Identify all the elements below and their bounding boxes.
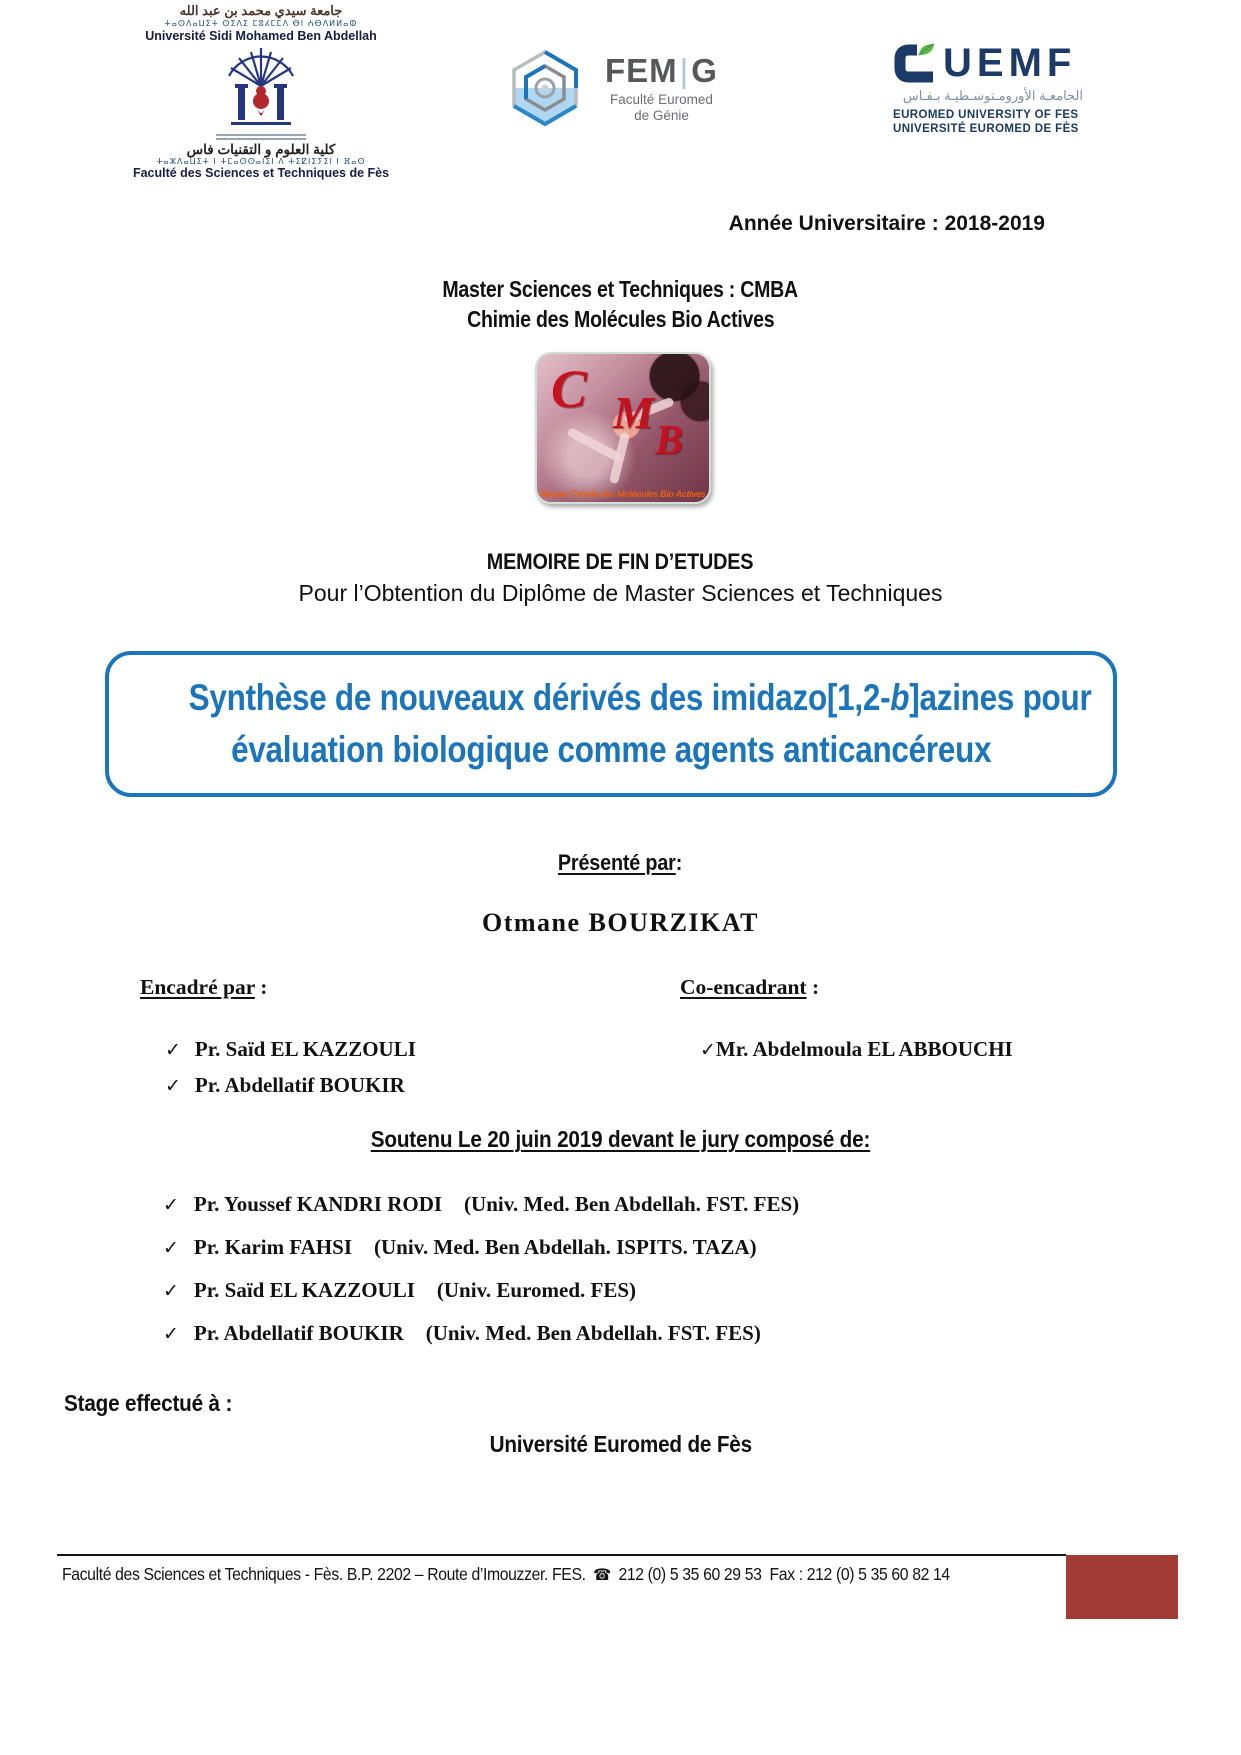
fst-faculty-french: Faculté des Sciences et Techniques de Fès	[132, 166, 390, 181]
internship-heading: Stage effectué à :	[64, 1390, 233, 1416]
check-icon: ✓	[165, 1039, 181, 1061]
jury-name: Pr. Youssef KANDRI RODI	[193, 1192, 443, 1216]
fst-logo	[130, 4, 392, 181]
memoire-title: MEMOIRE DE FIN D’ETUDES	[487, 549, 754, 574]
uemf-arabic-name: الجامعـة الأورومـتوسـطيـة بـفـاس	[902, 88, 1083, 103]
presented-by-heading: Présenté par:	[558, 850, 683, 875]
uemf-logo	[893, 42, 1083, 136]
jury-name: Pr. Saïd EL KAZZOULI	[193, 1278, 415, 1302]
thesis-title-line1: Synthèse de nouveaux dérivés des imidazo[1,2-b]azines pour	[188, 677, 1092, 718]
uemf-acronym: UEMF	[943, 41, 1077, 85]
thesis-title-box	[105, 651, 1117, 797]
uemf-english-name: EUROMED UNIVERSITY OF FES	[893, 109, 1079, 121]
check-icon: ✓	[163, 1194, 179, 1216]
fst-faculty-tifinagh: ⵜⴰⵣⴷⴰⵡⵉⵜ ⵏ ⵜⵎⴰⵙⵙⴰⵏⵉⵏ ⴷ ⵜⵉⵇⵏⵉⵢⵉⵏ ⵏ ⴼⴰⵙ	[156, 157, 366, 167]
cmb-caption: Master Chimie des Molécules Bio Actives	[540, 489, 706, 499]
footer-contact: Faculté des Sciences et Techniques - Fès. B.P. 2202 – Route d’Imouzzer. FES. ☎ 212 (0) 5 35 60 29 53 Fax : 212 (0) 5 35 60 82 14	[62, 1564, 950, 1584]
thesis-title-line2: évaluation biologique comme agents anticancéreux	[230, 729, 992, 770]
master-line1: Master Sciences et Techniques : CMBA	[442, 276, 799, 302]
supervisor-heading: Encadré par :	[140, 975, 268, 999]
femg-hexagon-icon	[505, 42, 585, 134]
fst-arabic-name: جامعة سيدي محمد بن عبد الله	[179, 3, 343, 18]
jury-affiliation: (Univ. Med. Ben Abdellah. FST. FES)	[425, 1321, 761, 1345]
uemf-mark-icon	[893, 42, 939, 84]
jury-row	[163, 1321, 799, 1346]
master-program	[0, 274, 1241, 334]
jury-name: Pr. Abdellatif BOUKIR	[193, 1321, 404, 1345]
check-icon: ✓	[163, 1280, 179, 1302]
cmb-letter-m: M	[613, 387, 654, 438]
master-line2: Chimie des Molécules Bio Actives	[466, 306, 775, 332]
cosupervisor-heading: Co-encadrant :	[680, 975, 820, 999]
cmb-letter-b: B	[655, 418, 684, 464]
footer-fax: Fax : 212 (0) 5 35 60 82 14	[769, 1564, 950, 1584]
phone-icon: ☎	[593, 1565, 611, 1584]
list-item: ✓Mr. Abdelmoula EL ABBOUCHI	[700, 1037, 1013, 1061]
check-icon: ✓	[163, 1323, 179, 1345]
cosupervisor-list	[700, 1032, 1013, 1068]
list-item: ✓ Pr. Abdellatif BOUKIR	[165, 1073, 405, 1097]
jury-affiliation: (Univ. Med. Ben Abdellah. ISPITS. TAZA)	[374, 1235, 757, 1259]
jury-affiliation: (Univ. Med. Ben Abdellah. FST. FES)	[464, 1192, 800, 1216]
check-icon: ✓	[165, 1075, 181, 1097]
fst-emblem-icon	[217, 46, 305, 132]
fst-emblem-caption	[216, 134, 306, 140]
jury-row	[163, 1278, 799, 1303]
footer-red-block	[1066, 1555, 1178, 1619]
jury-name: Pr. Karim FAHSI	[193, 1235, 352, 1259]
jury-row	[163, 1192, 799, 1217]
uemf-french-name: UNIVERSITÉ EUROMED DE FÈS	[893, 123, 1079, 135]
femg-acronym: FEM|G	[605, 52, 718, 89]
memoire-subtitle: Pour l’Obtention du Diplôme de Master Sciences et Techniques	[298, 580, 943, 606]
supervisor-list	[165, 1032, 416, 1104]
femg-divider: |	[679, 52, 690, 89]
defense-heading: Soutenu Le 20 juin 2019 devant le jury composé de:	[370, 1126, 871, 1152]
fst-tifinagh-name: ⵜⴰⵙⴷⴰⵡⵉⵜ ⵙⵉⴷⵉ ⵎⵓⵃⵎⵎⴷ ⴱⵏ ⵄⴱⴷⵍⵍⴰⵀ	[164, 18, 358, 28]
footer-divider	[57, 1554, 1066, 1556]
check-icon: ✓	[700, 1039, 716, 1061]
check-icon: ✓	[163, 1237, 179, 1259]
jury-affiliation: (Univ. Euromed. FES)	[436, 1278, 637, 1302]
jury-row	[163, 1235, 799, 1260]
fst-french-name: Université Sidi Mohamed Ben Abdellah	[145, 29, 377, 44]
list-item: ✓ Pr. Saïd EL KAZZOULI	[165, 1037, 416, 1061]
jury-list	[163, 1192, 799, 1364]
footer-phone: 212 (0) 5 35 60 29 53	[618, 1564, 762, 1584]
cmb-master-logo	[535, 352, 711, 504]
author-name: Otmane BOURZIKAT	[481, 908, 760, 937]
internship-place: Université Euromed de Fès	[489, 1431, 752, 1457]
femg-logo	[505, 42, 718, 134]
fst-faculty-arabic: كلية العلوم و التقنيات فاس	[186, 141, 336, 157]
cmb-letter-c: C	[551, 359, 588, 419]
academic-year: Année Universitaire : 2018-2019	[728, 212, 1045, 235]
femg-subtitle: Faculté Euromed de Génie	[610, 92, 713, 123]
